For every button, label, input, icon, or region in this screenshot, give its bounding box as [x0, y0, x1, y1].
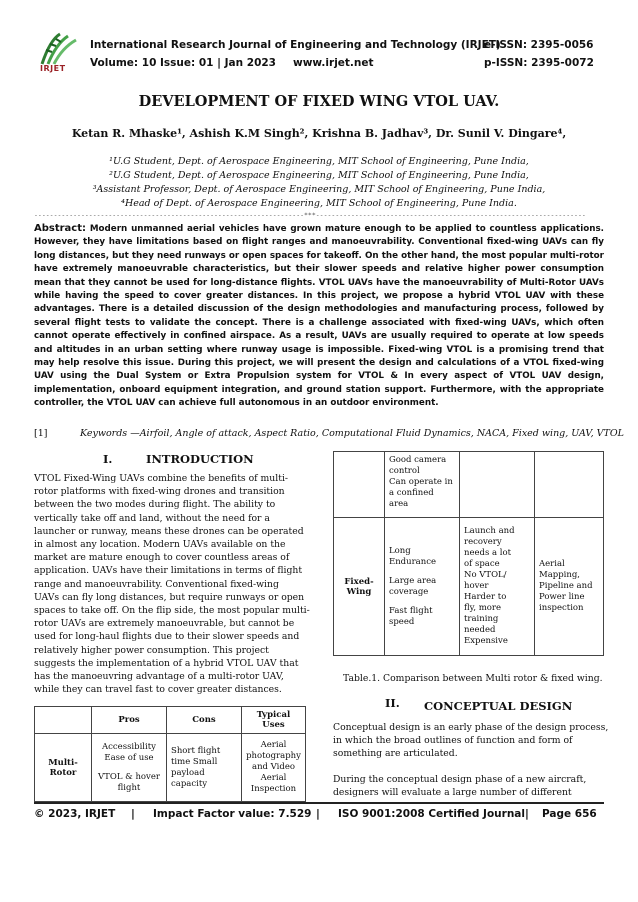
cell-line: Accessibility	[102, 741, 156, 752]
text-line: launcher or runway, means these drones can be operated	[34, 525, 304, 537]
text-line: suggests the implementation of a hybrid VTOL UAV that	[34, 657, 299, 669]
cell-line: Pipeline and	[539, 581, 593, 591]
cell-pros-cont	[385, 452, 460, 518]
cell-line: Launch and	[464, 526, 515, 536]
footer-sep: |	[316, 808, 320, 820]
text-line: Conceptual design is an early phase of the design process,	[333, 722, 609, 733]
text-line: in which the broad outlines of function and form of	[333, 735, 573, 747]
journal-name: International Research Journal of Engineering and Technology (IRJET)	[90, 39, 501, 51]
cell-line: photography	[246, 751, 301, 761]
comparison-table-part2	[333, 451, 604, 656]
cell-line: Harder to	[464, 592, 507, 602]
concept-section-number: II.	[385, 696, 400, 710]
cell-line: inspection	[539, 603, 584, 613]
cell-line: coverage	[389, 586, 429, 597]
footer-copyright: © 2023, IRJET	[34, 808, 116, 820]
cell-empty	[334, 452, 385, 518]
pissn: p-ISSN: 2395-0072	[484, 57, 594, 69]
text-line: designers will evaluate a large number of different	[333, 787, 572, 799]
text-line: between the two modes during flight. The ability to	[34, 499, 276, 511]
text-line: rotor UAVs are extremely manoeuvrable, but cannot be	[34, 618, 295, 630]
cell-line: Power line	[539, 592, 585, 602]
cell-cons	[167, 734, 242, 802]
cell-uses	[535, 518, 604, 656]
text-line: while they can travel fast to cover greater distances.	[34, 684, 282, 696]
abstract-text: Modern unmanned aerial vehicles have grown mature enough to be applied to countless applications. However, they have limitations based on flight ranges and manoeuvrability. Conventional fixed-wing UAVs can fly long distances, but they need runways or open spaces for takeoff. On the other hand, the most popular multi-rotor have extremely manoeuvrable characteristics, but their slower speeds and relative higher power consumption mean that they cannot be used for long-distance flights. VTOL UAVs have the manoeuvrability of Multi-Rotor UAVs while having the speed to cover greater distances. In this project, we propose a hybrid VTOL UAV with these advantages. There is a detailed discussion of the design methodologies and manufacturing process, followed by several flight tests to validate the concept. There is a challenge associated with fixed-wing UAVs, which often cannot operate effectively in confined airspace. As a result, UAVs are usually required to operate at low speeds and altitudes in an urban setting where runway usage is impossible. Fixed-wing VTOL is a promising trend that may help resolve this issue. During this project, we will present the design and calculations of a VTOL fixed-wing UAV using the Dual System or Extra Propulsion system for VTOL & In every aspect of VTOL UAV design, implementation, onboard equipment integration, and ground station support. Furthermore, with the appropriate controller, the VTOL UAV can achieve full autonomous in an outdoor environment.	[34, 224, 605, 409]
row-label-multirotor: Multi-Rotor	[35, 734, 92, 802]
intro-section-number: I.	[103, 452, 113, 466]
table-row	[334, 518, 604, 656]
abstract-label: Abstract:	[34, 223, 87, 234]
cell-line: Good camera	[389, 455, 447, 465]
cell-line: needed	[464, 625, 496, 635]
affiliation-1: ¹U.G Student, Dept. of Aerospace Engineering, MIT School of Engineering, Pune India,	[109, 156, 529, 167]
table-caption: Table.1. Comparison between Multi rotor & fixed wing.	[343, 673, 603, 684]
text-line: rotor platforms with fixed-wing drones and transition	[34, 486, 285, 498]
cell-line: needs a lot	[464, 548, 512, 558]
cell-line: Long	[389, 545, 411, 556]
text-line: range and manoeuvrability. Conventional fixed-wing	[34, 578, 279, 590]
cell-line: Endurance	[389, 556, 436, 567]
footer-page: Page 656	[542, 808, 597, 820]
cell-empty	[535, 452, 604, 518]
text-line: application. UAVs have their limitations in terms of flight	[34, 565, 303, 577]
intro-heading: INTRODUCTION	[146, 452, 254, 466]
cell-line: time Small	[171, 756, 218, 767]
keywords-index: [1]	[34, 428, 48, 439]
cell-line: control	[389, 466, 420, 476]
cell-line: hover	[464, 581, 489, 591]
cell-line: Can operate in	[389, 477, 453, 487]
eissn: e-ISSN: 2395-0056	[484, 39, 594, 51]
cell-line: Short flight	[171, 745, 221, 756]
cell-line: and Video	[252, 762, 295, 772]
irjet-logo	[38, 30, 80, 66]
comparison-table-part1	[34, 706, 306, 802]
text-line: used for long-haul flights due to their slower speeds and	[34, 631, 300, 643]
intro-paragraph	[34, 472, 310, 696]
concept-heading: CONCEPTUAL DESIGN	[424, 699, 573, 713]
footer-iso: ISO 9001:2008 Certified Journal	[338, 808, 525, 820]
website-link[interactable]: www.irjet.net	[293, 57, 374, 69]
cell-line: VTOL & hover	[98, 771, 160, 782]
text-line: market are mature enough to cover countless areas of	[34, 552, 290, 564]
text-line: spaces to take off. On the flip side, the most popular multi-	[34, 605, 310, 617]
paper-authors: Ketan R. Mhaske¹, Ashish K.M Singh², Krishna B. Jadhav³, Dr. Sunil V. Dingare⁴,	[71, 127, 567, 140]
cell-empty	[460, 452, 535, 518]
affiliation-2: ²U.G Student, Dept. of Aerospace Engineering, MIT School of Engineering, Pune India,	[109, 170, 529, 181]
cell-line: Aerial	[260, 773, 287, 783]
cell-uses	[242, 734, 306, 802]
cell-line: capacity	[171, 778, 208, 789]
text-line: relatively higher power consumption. This project	[34, 644, 269, 656]
text-line: During the conceptual design phase of a new aircraft,	[333, 774, 587, 785]
cell-line: training	[464, 614, 499, 624]
footer-sep: |	[131, 808, 135, 820]
affiliation-4: ⁴Head of Dept. of Aerospace Engineering, MIT School of Engineering, Pune India.	[121, 198, 517, 209]
table-header-empty	[35, 707, 92, 734]
text-line: in almost any location. Modern UAVs available on the	[34, 539, 286, 551]
table-header-cons: Cons	[167, 707, 242, 734]
cell-cons	[460, 518, 535, 656]
cell-line: payload	[171, 767, 205, 778]
cell-line: Aerial Mapping,	[539, 559, 580, 580]
row-label-fixedwing: Fixed-Wing	[334, 518, 385, 656]
cell-line: Large area	[389, 575, 437, 586]
keywords: Keywords —Airfoil, Angle of attack, Aspect Ratio, Computational Fluid Dynamics, NACA, Fixed wing, UAV, VTOL	[80, 428, 624, 439]
cell-line: Fast flight	[389, 605, 433, 616]
cell-pros	[92, 734, 167, 802]
text-line: has the manoeuvring advantage of a multi-rotor UAV,	[34, 671, 284, 683]
table-header-uses: Typical Uses	[242, 707, 306, 734]
footer-impact: Impact Factor value: 7.529	[153, 808, 312, 820]
table-header-pros: Pros	[92, 707, 167, 734]
abstract	[34, 222, 604, 411]
cell-line: No VTOL/	[464, 570, 507, 580]
cell-line: Aerial	[260, 740, 287, 750]
footer-divider	[34, 802, 604, 804]
text-line: something are articulated.	[333, 748, 458, 760]
cell-line: Ease of use	[104, 752, 154, 763]
concept-paragraph-1	[333, 721, 609, 761]
text-line: vertically take off and land, without the need for a	[34, 512, 270, 524]
concept-paragraph-2	[333, 773, 604, 799]
logo-text: IRJET	[40, 64, 66, 73]
volume-issue: Volume: 10 Issue: 01 | Jan 2023	[90, 57, 276, 69]
cell-pros	[385, 518, 460, 656]
cell-line: Expensive	[464, 636, 508, 646]
paper-title: DEVELOPMENT OF FIXED WING VTOL UAV.	[138, 93, 500, 110]
cell-line: a confined	[389, 488, 434, 498]
separator-line: ---------------------------------------------------------------------***---------------------------------------------------------------------	[34, 211, 586, 219]
cell-line: speed	[389, 616, 415, 627]
cell-line: flight	[117, 782, 141, 793]
affiliation-3: ³Assistant Professor, Dept. of Aerospace Engineering, MIT School of Engineering, Pune India,	[92, 184, 546, 195]
footer-sep: |	[525, 808, 529, 820]
table-row	[35, 734, 306, 802]
cell-line: fly, more	[464, 603, 502, 613]
cell-line: Inspection	[250, 784, 297, 794]
cell-line: area	[389, 499, 409, 509]
text-line: UAVs can fly long distances, but require runways or open	[34, 591, 305, 603]
cell-line: of space	[464, 559, 500, 569]
cell-line: recovery	[464, 537, 502, 547]
table-row	[334, 452, 604, 518]
text-line: VTOL Fixed-Wing UAVs combine the benefits of multi-	[34, 473, 289, 484]
